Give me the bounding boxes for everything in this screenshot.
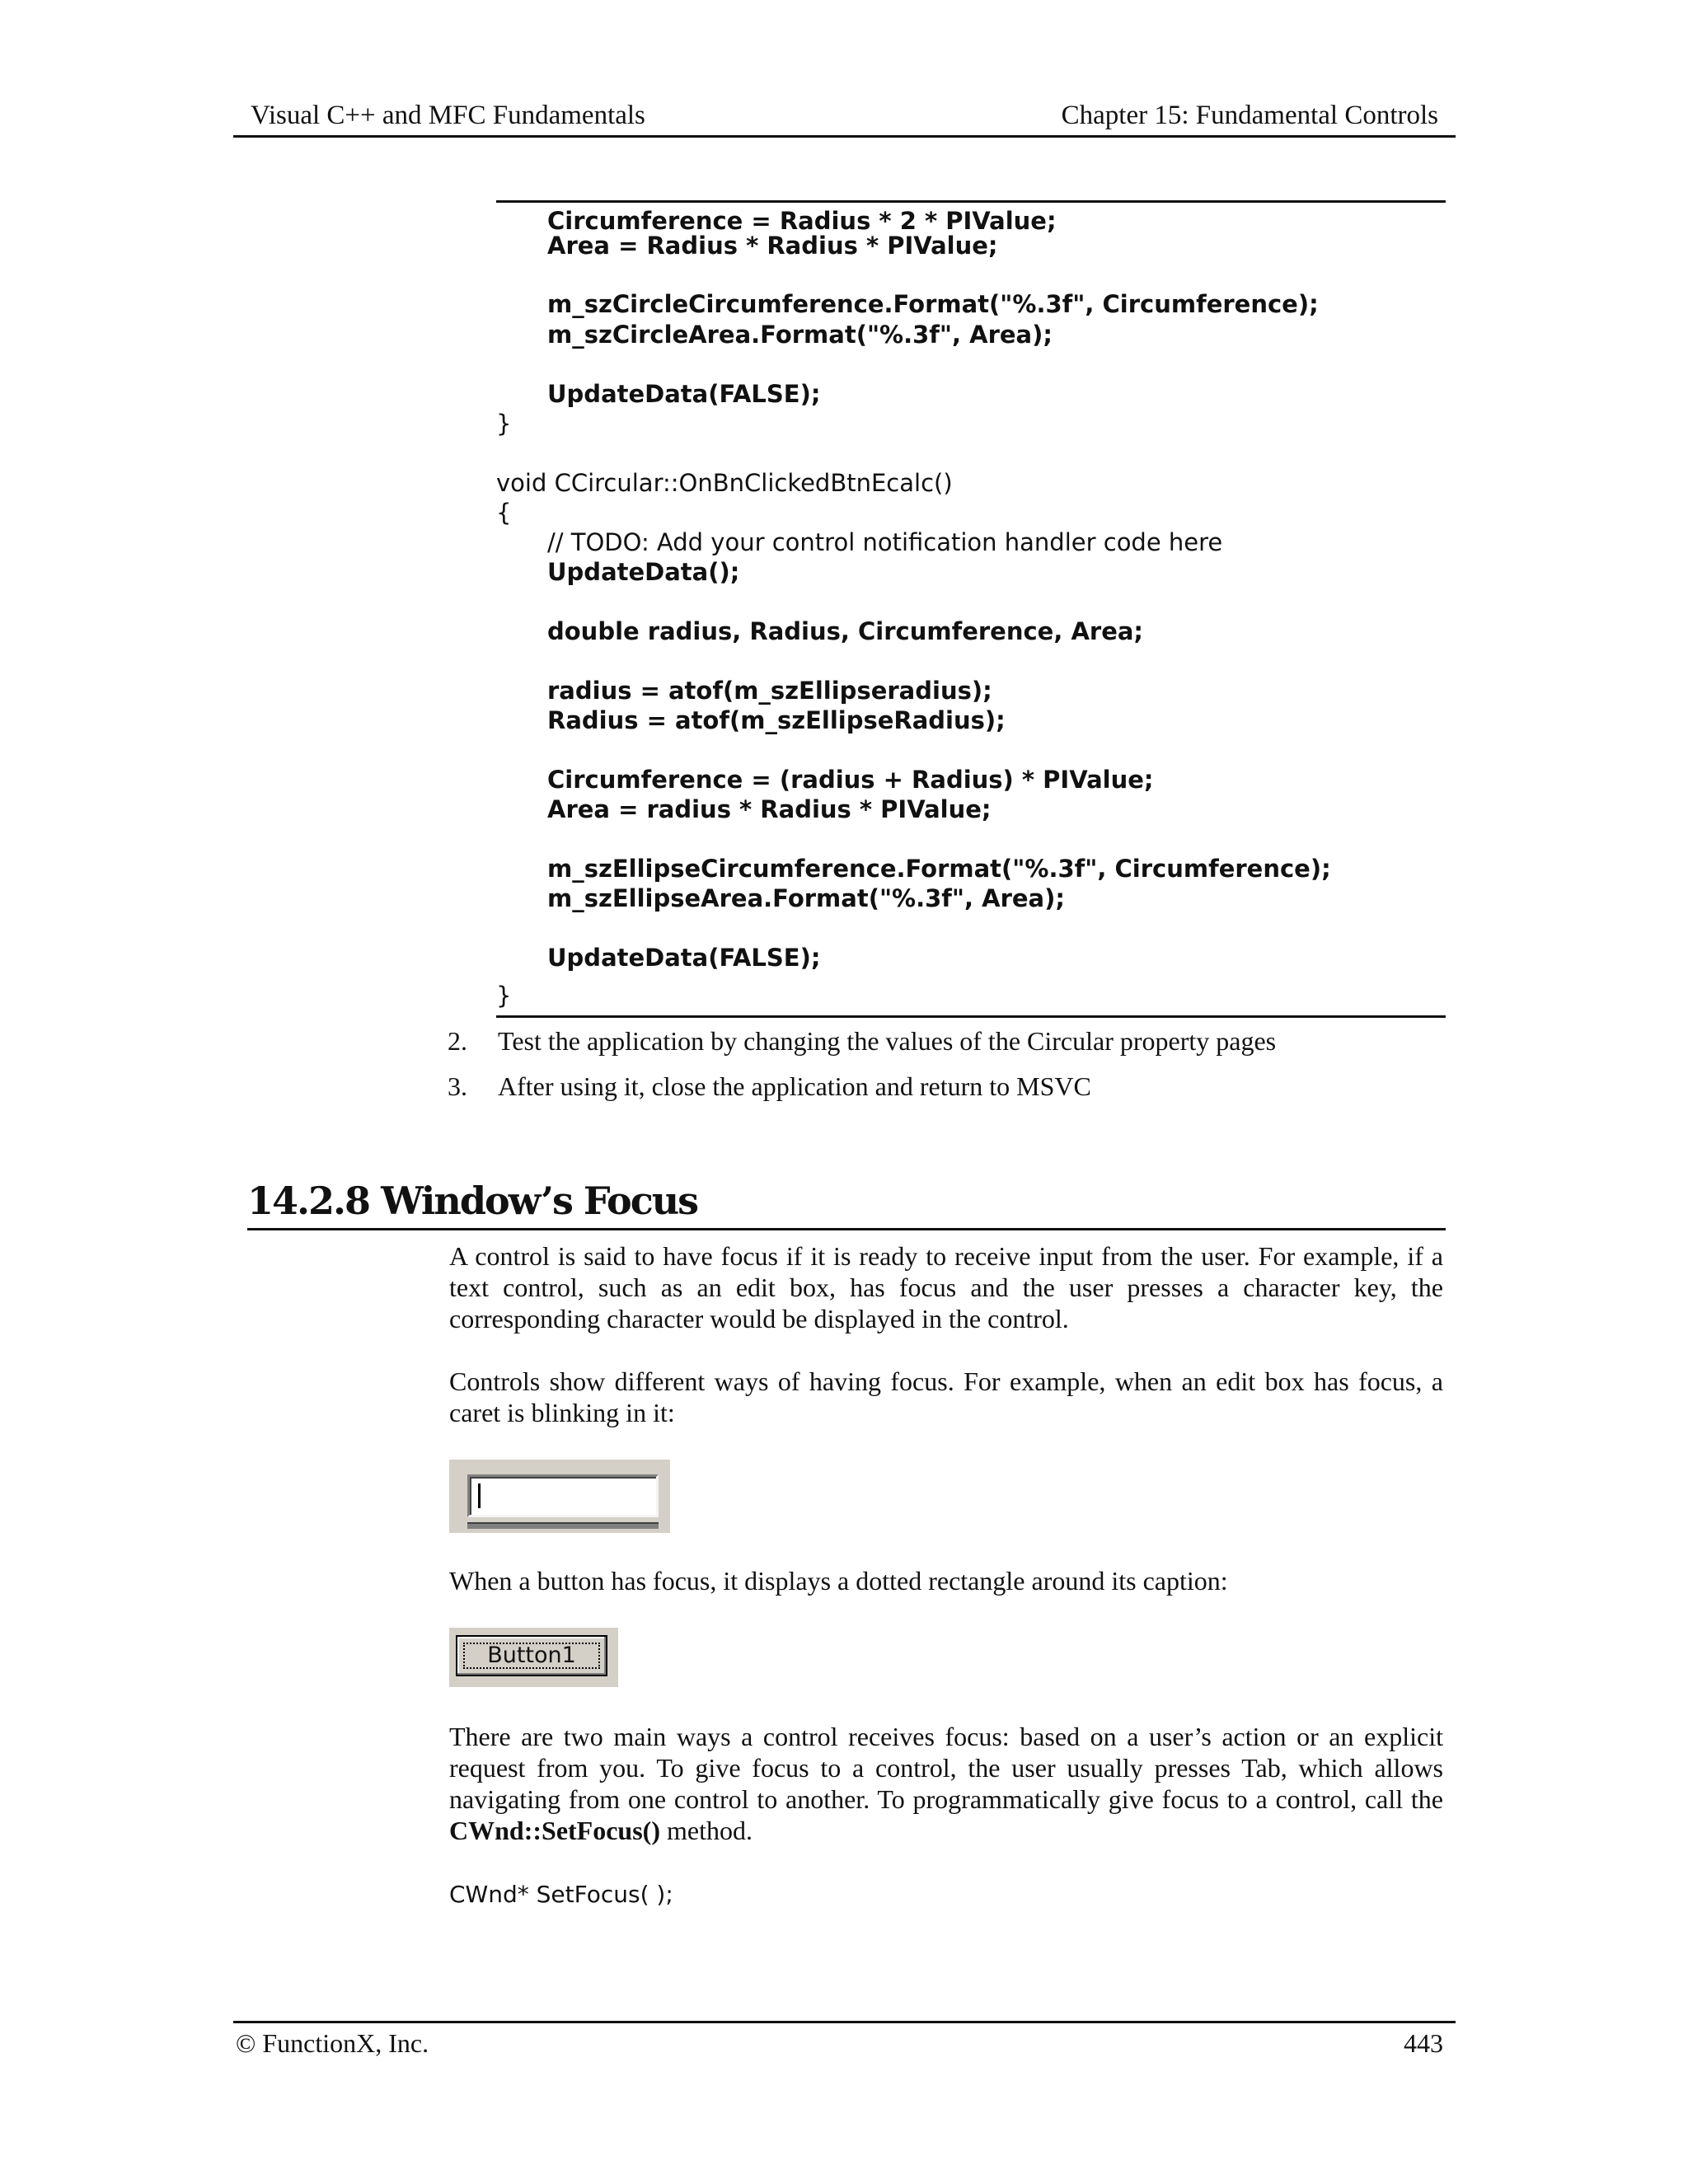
edit-box-focus-screenshot (449, 1460, 670, 1533)
paragraph-focus-definition: A control is said to have focus if it is ready to receive input from the user. For example, if a text control, such as an edit box, has focus and the user presses a character key, the corresponding character would be displayed in the control. (449, 1241, 1443, 1333)
code-line: Area = Radius * Radius * PIValue; (547, 232, 998, 260)
demo-button-caption: Button1 (487, 1643, 576, 1668)
list-item-text: Test the application by changing the values of the Circular property pages (498, 1026, 1277, 1056)
code-line: Area = radius * Radius * PIValue; (547, 795, 992, 823)
paragraph-focus-ways: Controls show different ways of having focus. For example, when an edit box has focus, a caret is blinking in it: (449, 1366, 1443, 1427)
code-line: void CCircular::OnBnClickedBtnEcalc() (496, 469, 953, 497)
header-chapter-title: Chapter 15: Fundamental Controls (1061, 101, 1438, 130)
edit-box (467, 1474, 659, 1517)
code-line: m_szEllipseCircumference.Format("%.3f", Circumference); (547, 855, 1331, 883)
code-comment: // TODO: Add your control notification handler code here (547, 528, 1223, 556)
page-header (233, 96, 1456, 138)
code-line: radius = atof(m_szEllipseradius); (547, 677, 992, 705)
code-line: m_szCircleCircumference.Format("%.3f", Circumference); (547, 290, 1319, 318)
method-name: CWnd::SetFocus() (449, 1816, 660, 1845)
list-item-number: 3. (448, 1071, 467, 1101)
edit-box-shadow (467, 1522, 659, 1529)
code-line: Circumference = (radius + Radius) * PIValue; (547, 766, 1154, 794)
code-line: Radius = atof(m_szEllipseRadius); (547, 706, 1006, 734)
section-heading: 14.2.8 Window’s Focus (247, 1174, 1446, 1230)
list-item (448, 1071, 1445, 1104)
demo-button (456, 1635, 607, 1676)
list-item (448, 1025, 1445, 1058)
code-line: double radius, Radius, Circumference, Area; (547, 617, 1144, 645)
code-line: { (496, 499, 512, 527)
list-item-number: 2. (448, 1026, 467, 1056)
code-line: UpdateData(); (547, 558, 740, 586)
paragraph-text: method. (659, 1816, 753, 1845)
code-line: } (496, 410, 512, 438)
function-signature: CWnd* SetFocus( ); (449, 1881, 673, 1908)
list-item-text: After using it, close the application and return to MSVC (498, 1071, 1091, 1101)
button-focus-screenshot (449, 1628, 618, 1687)
code-listing (496, 200, 1446, 1018)
code-line: Circumference = Radius * 2 * PIValue; (547, 207, 1057, 235)
page-footer (233, 2021, 1456, 2064)
footer-copyright: © FunctionX, Inc. (236, 2028, 429, 2058)
code-line: UpdateData(FALSE); (547, 944, 821, 972)
caret-icon (478, 1483, 481, 1508)
code-line: } (496, 982, 512, 1010)
paragraph-button-focus: When a button has focus, it displays a dotted rectangle around its caption: (449, 1566, 1228, 1596)
paragraph-text: There are two main ways a control receives focus: based on a user’s action or an explicit request from you. To give focus to a control, the user usually presses Tab, which allows navigating from one control to another. To programmatically give focus to a control, call the (449, 1722, 1443, 1814)
code-line: UpdateData(FALSE); (547, 380, 821, 408)
code-line: m_szEllipseArea.Format("%.3f", Area); (547, 884, 1065, 912)
page-number: 443 (1404, 2028, 1443, 2058)
paragraph-set-focus (449, 1721, 1443, 1846)
header-book-title: Visual C++ and MFC Fundamentals (251, 101, 645, 130)
code-line: m_szCircleArea.Format("%.3f", Area); (547, 321, 1053, 349)
